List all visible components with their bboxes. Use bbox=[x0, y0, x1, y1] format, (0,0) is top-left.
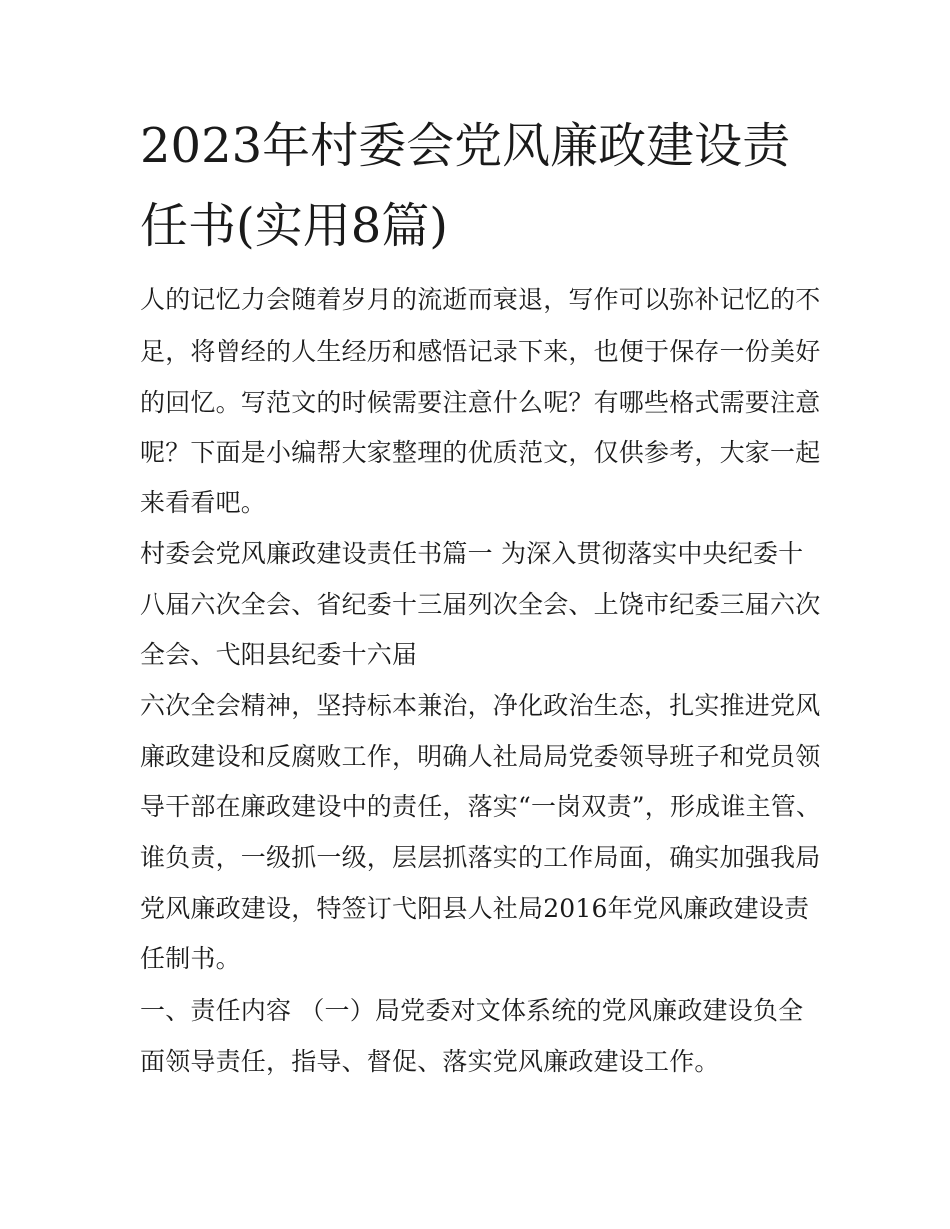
body-line: 来看看吧。 bbox=[140, 488, 267, 517]
document-title-line-2: 任书(实用8篇) bbox=[140, 198, 448, 254]
body-line: 村委会党风廉政建设责任书篇一 为深入贯彻落实中央纪委十 bbox=[140, 539, 804, 568]
document-title-line-1: 2023年村委会党风廉政建设责 bbox=[140, 118, 791, 174]
body-line: 人的记忆力会随着岁月的流逝而衰退，写作可以弥补记忆的不 bbox=[140, 285, 821, 314]
body-line: 导干部在廉政建设中的责任，落实“一岗双责”，形成谁主管、 bbox=[140, 792, 822, 821]
body-line: 谁负责，一级抓一级，层层抓落实的工作局面，确实加强我局 bbox=[140, 843, 821, 872]
body-line: 六次全会精神，坚持标本兼治，净化政治生态，扎实推进党风 bbox=[140, 691, 821, 720]
body-line: 足，将曾经的人生经历和感悟记录下来，也便于保存一份美好 bbox=[140, 337, 821, 366]
body-line: 党风廉政建设，特签订弋阳县人社局2016年党风廉政建设责 bbox=[140, 894, 810, 923]
body-line: 任制书。 bbox=[140, 944, 241, 973]
body-line: 全会、弋阳县纪委十六届 bbox=[140, 640, 418, 669]
body-line: 廉政建设和反腐败工作，明确人社局局党委领导班子和党员领 bbox=[140, 742, 821, 771]
body-line: 呢？下面是小编帮大家整理的优质范文，仅供参考，大家一起 bbox=[140, 438, 821, 467]
body-line: 八届六次全会、省纪委十三届列次全会、上饶市纪委三届六次 bbox=[140, 590, 821, 619]
body-line: 面领导责任，指导、督促、落实党风廉政建设工作。 bbox=[140, 1047, 720, 1076]
body-line: 的回忆。写范文的时候需要注意什么呢？有哪些格式需要注意 bbox=[140, 388, 821, 417]
body-line: 一、责任内容 （一）局党委对文体系统的党风廉政建设负全 bbox=[140, 996, 804, 1025]
